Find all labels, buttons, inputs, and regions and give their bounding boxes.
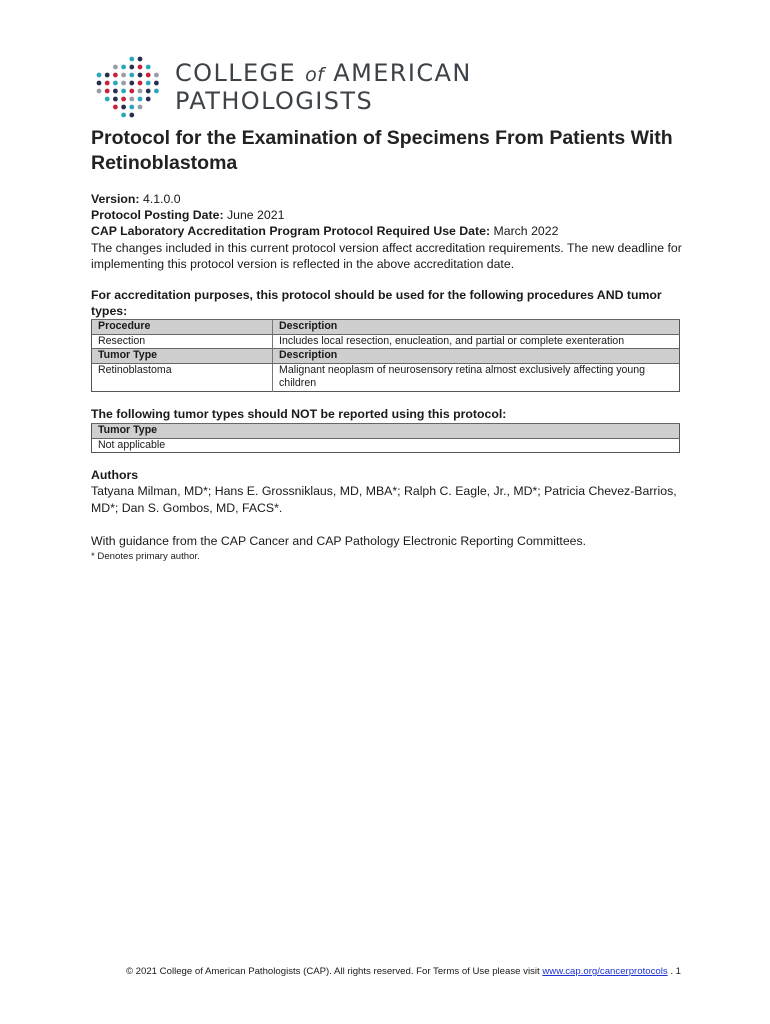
- logo-dot: [138, 57, 143, 62]
- logo-dot: [121, 81, 126, 86]
- table-header-row: [92, 424, 680, 439]
- table-header-row: [92, 349, 680, 364]
- logo-dot: [146, 81, 151, 86]
- changes-note: The changes included in this current protocol version affect accreditation requirements. The new deadline for implementing this protocol version is reflected in the above accreditation date.: [91, 240, 682, 271]
- procedures-table: [91, 319, 680, 392]
- logo-dot: [154, 73, 159, 78]
- logo-dot: [129, 81, 134, 86]
- logo-dot: [105, 81, 110, 86]
- logo-dot: [97, 81, 102, 86]
- excluded-table: [91, 423, 680, 453]
- logo-dot: [105, 89, 110, 94]
- column-header: Tumor Type: [92, 349, 273, 364]
- logo-dot: [113, 89, 118, 94]
- column-header: Description: [273, 349, 680, 364]
- cap-logo: [94, 54, 474, 120]
- logo-dot: [154, 81, 159, 86]
- logo-dot: [113, 97, 118, 102]
- required-date-line: CAP Laboratory Accreditation Program Protocol Required Use Date: March 2022: [91, 224, 559, 239]
- logo-dot: [138, 105, 143, 110]
- protocol-meta: [91, 191, 691, 272]
- logo-dot: [129, 57, 134, 62]
- table-cell: Includes local resection, enucleation, and partial or complete exenteration: [273, 334, 680, 349]
- accreditation-heading: For accreditation purposes, this protocol should be used for the following procedures AND tumor types:: [91, 288, 662, 318]
- page-title: Protocol for the Examination of Specimens From Patients With Retinoblastoma: [91, 127, 673, 174]
- logo-dot: [113, 65, 118, 70]
- authors-heading: Authors: [91, 468, 139, 482]
- logo-dot: [138, 73, 143, 78]
- logo-dot: [129, 89, 134, 94]
- logo-dot: [105, 97, 110, 102]
- logo-dot: [105, 73, 110, 78]
- logo-dot: [138, 81, 143, 86]
- primary-author-note: * Denotes primary author.: [91, 551, 200, 562]
- logo-dot: [113, 81, 118, 86]
- cancer-protocols-link[interactable]: www.cap.org/cancerprotocols: [542, 966, 668, 977]
- logo-dot: [113, 105, 118, 110]
- logo-dot: [129, 65, 134, 70]
- logo-dot: [97, 89, 102, 94]
- logo-dot: [121, 113, 126, 118]
- logo-dot: [129, 105, 134, 110]
- logo-dot: [121, 97, 126, 102]
- logo-dot: [146, 65, 151, 70]
- table-cell: Retinoblastoma: [98, 363, 172, 376]
- page-number: . 1: [670, 966, 681, 977]
- column-header: Description: [273, 320, 680, 335]
- logo-dot: [121, 65, 126, 70]
- copyright-text: © 2021 College of American Pathologists (CAP). All rights reserved. For Terms of Use please visit: [125, 966, 543, 977]
- logo-dot: [146, 97, 151, 102]
- excluded-heading: The following tumor types should NOT be reported using this protocol:: [91, 407, 507, 421]
- page-footer: [91, 966, 681, 977]
- logo-dot: [138, 89, 143, 94]
- logo-dot: [154, 89, 159, 94]
- logo-dot: [146, 73, 151, 78]
- column-header: Tumor Type: [92, 424, 680, 439]
- logo-dot: [146, 89, 151, 94]
- cap-logo-wordmark: COLLEGE of AMERICAN PATHOLOGISTS: [175, 59, 472, 115]
- logo-dot: [129, 97, 134, 102]
- logo-dot: [121, 89, 126, 94]
- logo-dot: [121, 73, 126, 78]
- version-line: Version: 4.1.0.0: [91, 192, 181, 206]
- table-row: [92, 363, 680, 391]
- logo-dot: [129, 113, 134, 118]
- table-cell: Not applicable: [98, 438, 166, 451]
- table-row: [92, 438, 680, 453]
- logo-dot: [138, 97, 143, 102]
- posting-date-line: Protocol Posting Date: June 2021: [91, 208, 285, 223]
- table-cell: Resection: [98, 334, 146, 347]
- logo-dot: [129, 73, 134, 78]
- column-header: Procedure: [92, 320, 273, 335]
- table-row: [92, 334, 680, 349]
- table-cell: Malignant neoplasm of neurosensory retina almost exclusively affecting young children: [273, 363, 680, 391]
- authors-list: Tatyana Milman, MD*; Hans E. Grossniklaus, MD, MBA*; Ralph C. Eagle, Jr., MD*; Patricia Chevez-Barrios, MD*; Dan S. Gombos, MD, FACS*.: [91, 484, 677, 515]
- logo-dot: [113, 73, 118, 78]
- table-header-row: [92, 320, 680, 335]
- guidance-note: With guidance from the CAP Cancer and CAP Pathology Electronic Reporting Committees.: [91, 534, 587, 548]
- logo-dot: [97, 73, 102, 78]
- logo-dot: [138, 65, 143, 70]
- logo-dot: [121, 105, 126, 110]
- cap-logo-dots-icon: [94, 54, 162, 120]
